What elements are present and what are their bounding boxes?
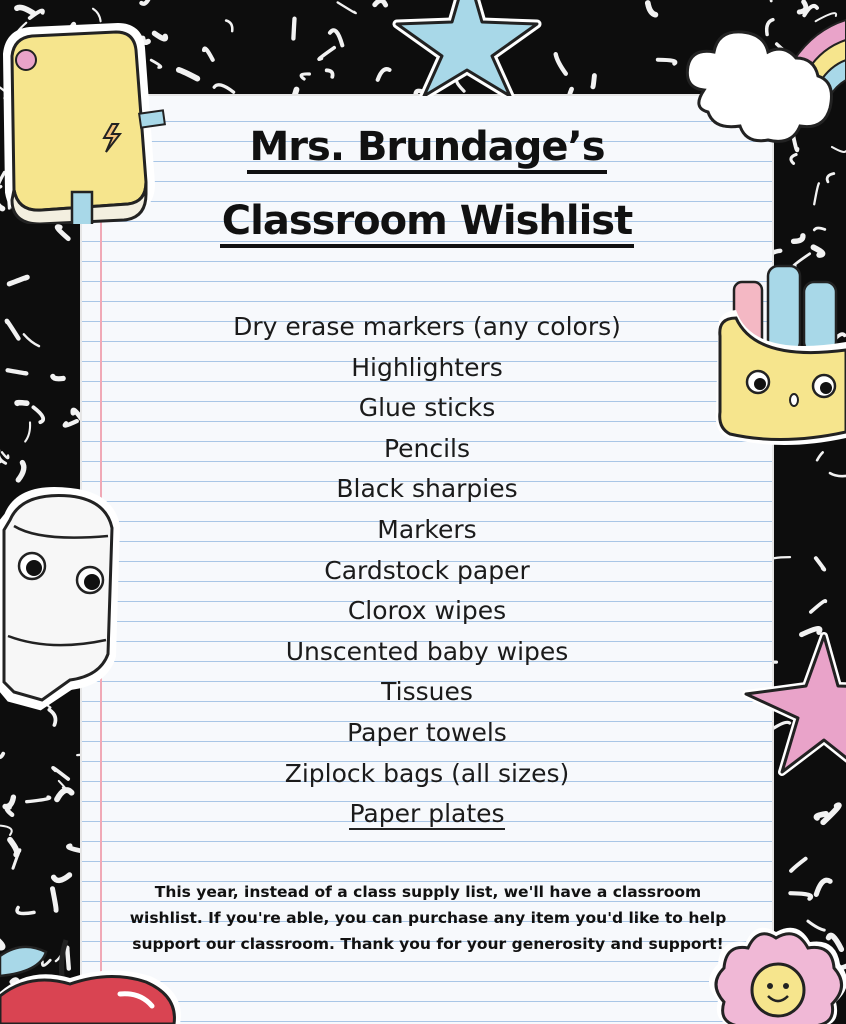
marble-squiggle [814, 228, 825, 230]
marble-squiggle [816, 558, 824, 569]
marble-squiggle [378, 69, 390, 80]
list-item: Unscented baby wipes [285, 636, 569, 666]
marble-squiggle [2, 452, 8, 458]
marble-squiggle [5, 797, 13, 806]
list-item: Glue sticks [358, 393, 496, 423]
marble-squiggle [375, 0, 386, 5]
marble-squiggle [814, 247, 823, 255]
list-item: Ziplock bags (all sizes) [284, 758, 570, 788]
footer-note: This year, instead of a class supply list, we'll have a classroom wishlist. If you're able, you can purchase any item you'd like to help support our classroom. Thank you for your generosity and support! [129, 883, 727, 953]
marble-squiggle [18, 463, 24, 480]
wishlist [82, 307, 772, 835]
list-item: Paper towels [347, 717, 507, 747]
star-icon [392, 0, 542, 96]
marble-squiggle [774, 557, 790, 558]
marble-squiggle [301, 74, 309, 79]
marble-squiggle [65, 421, 77, 425]
marble-squiggle [33, 407, 43, 422]
marble-squiggle [791, 859, 806, 871]
marble-squiggle [226, 21, 232, 32]
apple-icon [0, 936, 188, 1024]
pink-star-icon [740, 632, 846, 784]
marble-squiggle [24, 334, 39, 346]
list-item: Black sharpies [336, 474, 518, 504]
marble-squiggle [811, 601, 826, 612]
marble-squiggle [658, 60, 676, 64]
page-title-line-2 [82, 198, 772, 244]
list-item: Paper plates [349, 799, 505, 829]
marble-squiggle [25, 422, 30, 441]
list-item: Dry erase markers (any colors) [233, 312, 621, 341]
list-item: Tissues [381, 677, 473, 707]
marble-squiggle [53, 376, 63, 378]
marble-squiggle [330, 30, 342, 45]
marble-squiggle [7, 321, 19, 339]
marble-squiggle [179, 70, 198, 79]
marble-squiggle [827, 174, 834, 182]
marble-squiggle [68, 846, 81, 851]
marble-squiggle [327, 70, 333, 77]
list-item: Cardstock paper [324, 555, 530, 585]
marble-squiggle [27, 797, 50, 802]
title-text-1: Mrs. Brundage’s [247, 124, 606, 174]
marble-squiggle [816, 880, 830, 894]
list-item: Pencils [383, 433, 471, 463]
marble-squiggle [794, 236, 803, 242]
glue-bottle-icon [0, 486, 120, 714]
marble-squiggle [53, 768, 68, 779]
marble-squiggle [319, 48, 334, 60]
marble-squiggle [17, 7, 34, 13]
page-title-line-1 [82, 124, 772, 170]
list-item: Clorox wipes [347, 596, 507, 626]
marble-squiggle [817, 452, 823, 460]
flower-icon [706, 918, 846, 1024]
cloud-rainbow-icon [684, 0, 846, 160]
marble-squiggle [790, 893, 811, 899]
marble-squiggle [8, 370, 27, 373]
marble-squiggle [10, 840, 17, 855]
marble-squiggle [17, 908, 34, 914]
marble-squiggle [141, 0, 153, 4]
marble-squiggle [54, 875, 70, 880]
marble-squiggle [814, 183, 819, 204]
title-text-2: Classroom Wishlist [220, 198, 634, 248]
marble-squiggle [53, 889, 57, 911]
marble-squiggle [57, 790, 72, 799]
marble-squiggle [593, 76, 595, 87]
list-item: Markers [377, 514, 477, 544]
crayon-box-icon [712, 262, 846, 452]
marble-squiggle [556, 54, 566, 73]
marble-squiggle [204, 48, 213, 59]
marble-squiggle [830, 473, 846, 476]
marble-squiggle [0, 753, 3, 757]
marble-squiggle [648, 3, 656, 15]
marble-squiggle [293, 19, 294, 39]
notebook-icon [0, 14, 168, 224]
marble-squiggle [57, 227, 68, 239]
list-item: Highlighters [351, 352, 503, 382]
marble-squiggle [338, 2, 356, 13]
marble-squiggle [1, 826, 12, 835]
marble-squiggle [214, 85, 233, 92]
marble-squiggle [17, 403, 27, 404]
marble-squiggle [9, 277, 27, 284]
